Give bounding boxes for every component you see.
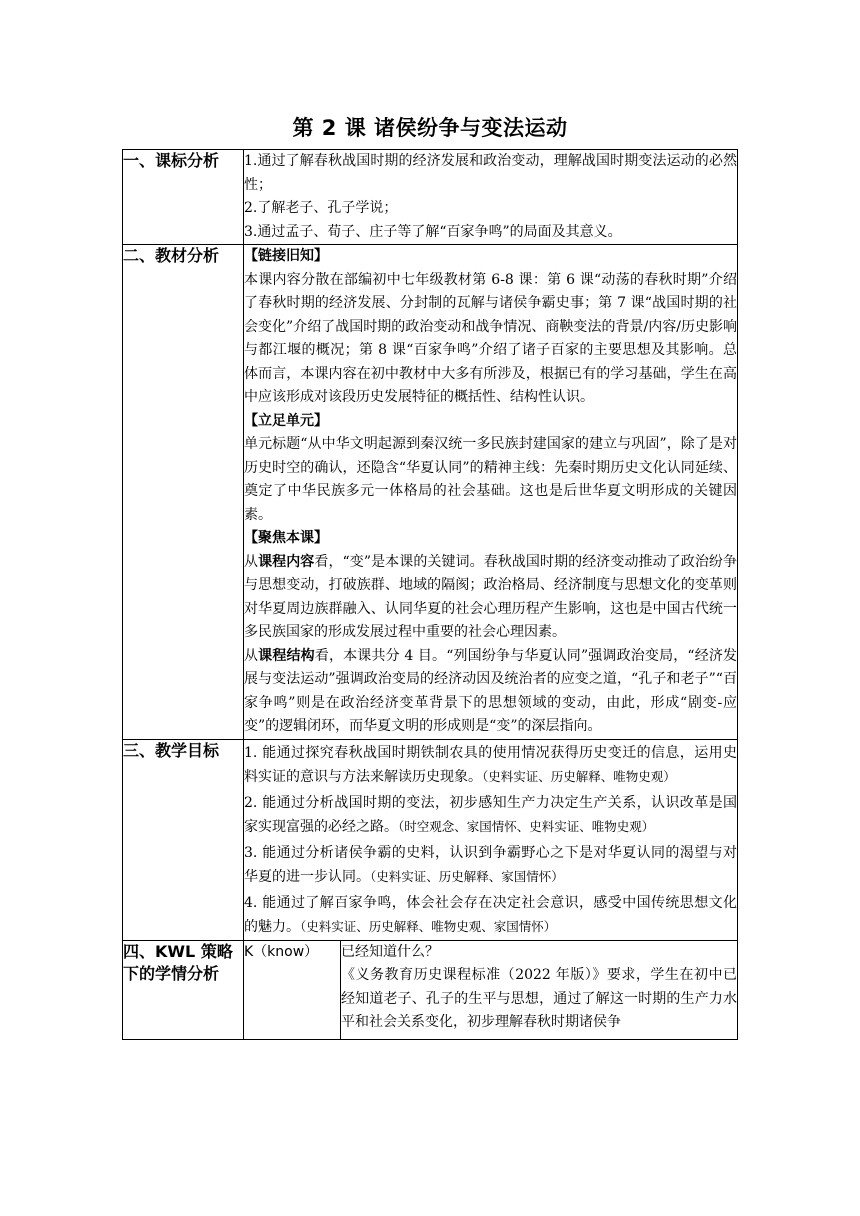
lesson-focus-paragraph-structure (244, 645, 737, 739)
row-heading-goals: 三、教学目标 (123, 739, 244, 940)
goal-competency-tag: （史料实证、历史解释、唯物史观、家国情怀） (300, 919, 557, 934)
kwl-question: 已经知道什么？ (341, 943, 439, 960)
kwl-body-know (341, 941, 738, 1039)
standards-line-1: 1.通过了解春秋战国时期的经济发展和政治变动，理解战国时期变法运动的必然性； (244, 153, 737, 193)
paragraph-prefix: 从 (244, 553, 259, 570)
goal-text: 1. 能通过探究春秋战国时期铁制农具的使用情况获得历史变迁的信息，运用史料实证的意识与方法来解读历史现象。 (244, 744, 737, 785)
standards-content (244, 150, 738, 245)
kwl-answer: 《义务教育历史课程标准（2022 年版）》要求，学生在初中已经知道老子、孔子的生平与思想，通过了解这一时期的生产力水平和社会关系变化，初步理解春秋时期诸侯争 (341, 967, 737, 1030)
paragraph-text: 看，本课共分 4 目。“列国纷争与华夏认同”强调政治变局，“经济发展与变法运动”强调政治变局的经济动因及统治者的应变之道，“孔子和老子”“百家争鸣”则是在政治经济变革背景下的思想领域的变动，由此，形成“剧变-应变”的逻辑闭环，而华夏文明的形成则是“变”的深层指向。 (244, 647, 738, 734)
section-text-prior-knowledge: 本课内容分散在部编初中七年级教材第 6-8 课：第 6 课“动荡的春秋时期”介绍了春秋时期的经济发展、分封制的瓦解与诸侯争霸史事；第 7 课“战国时期的社会变化”介绍了战国时期的政治变动和战争情况、商鞅变法的背景/内容/历史影响与都江堰的概况；第 8 课“百家争鸣”介绍了诸子百家的主要思想及其影响。总体而言，本课内容在初中教材中大多有所涉及，根据已有的学习基础，学生在高中应该形成对该段历史发展特征的概括性、结构性认识。 (244, 271, 737, 405)
goal-item-1 (244, 742, 737, 790)
row-heading-textbook: 二、教材分析 (123, 245, 244, 740)
textbook-content (244, 245, 738, 740)
kwl-row-know (244, 941, 737, 1039)
kwl-table (244, 941, 737, 1039)
paragraph-prefix: 从 (244, 647, 259, 664)
goal-item-3 (244, 842, 737, 890)
row-textbook (123, 245, 738, 740)
kwl-content (244, 940, 738, 1039)
goal-competency-tag: （时空观念、家国情怀、史料实证、唯物史观） (398, 819, 655, 834)
row-kwl (123, 940, 738, 1039)
goal-text: 2. 能通过分析战国时期的变法，初步感知生产力决定生产关系，认识改革是国家实现富强的必经之路。 (244, 794, 737, 835)
row-heading-kwl: 四、KWL 策略下的学情分析 (123, 940, 244, 1039)
goal-text: 3. 能通过分析诸侯争霸的史料，认识到争霸野心之下是对华夏认同的渴望与对华夏的进一步认同。 (244, 844, 737, 885)
goal-item-4 (244, 892, 737, 940)
goal-competency-tag: （史料实证、历史解释、家国情怀） (370, 869, 564, 884)
keyword-course-content: 课程内容 (258, 553, 315, 570)
row-heading-standards: 一、课标分析 (123, 150, 244, 245)
paragraph-text: 看，“变”是本课的关键词。春秋战国时期的经济变动推动了政治纷争与思想变动，打破族群、地域的隔阂；政治格局、经济制度与思想文化的变革则对华夏周边族群融入、认同华夏的社会心理历程产生影响，这也是中国古代统一多民族国家的形成发展过程中重要的社会心理因素。 (244, 553, 737, 640)
section-title-unit: 【立足单元】 (244, 412, 328, 429)
section-title-prior-knowledge: 【链接旧知】 (244, 248, 328, 264)
goals-content (244, 739, 738, 940)
section-title-lesson-focus: 【聚焦本课】 (244, 530, 328, 546)
kwl-label-know: K（know） (244, 941, 341, 1039)
row-standards (123, 150, 738, 245)
row-goals (123, 739, 738, 940)
goal-item-2 (244, 792, 737, 840)
standards-line-3: 3.通过孟子、荀子、庄子等了解“百家争鸣”的局面及其意义。 (244, 223, 622, 240)
standards-line-2: 2.了解老子、孔子学说； (244, 200, 398, 216)
goal-competency-tag: （史料实证、历史解释、唯物史观） (482, 769, 676, 784)
section-text-unit: 单元标题“从中华文明起源到秦汉统一多民族封建国家的建立与巩固”，除了是对历史时空的确认，还隐含“华夏认同”的精神主线：先秦时期历史文化认同延续、奠定了中华民族多元一体格局的社会基础。这也是后世华夏文明形成的关键因素。 (244, 436, 737, 523)
keyword-course-structure: 课程结构 (258, 647, 315, 664)
lesson-focus-paragraph-content (244, 551, 737, 645)
goal-text: 4. 能通过了解百家争鸣，体会社会存在决定社会意识，感受中国传统思想文化的魅力。 (244, 894, 737, 935)
lesson-plan-table (122, 149, 738, 1040)
page-title: 第 2 课 诸侯纷争与变法运动 (292, 116, 568, 140)
